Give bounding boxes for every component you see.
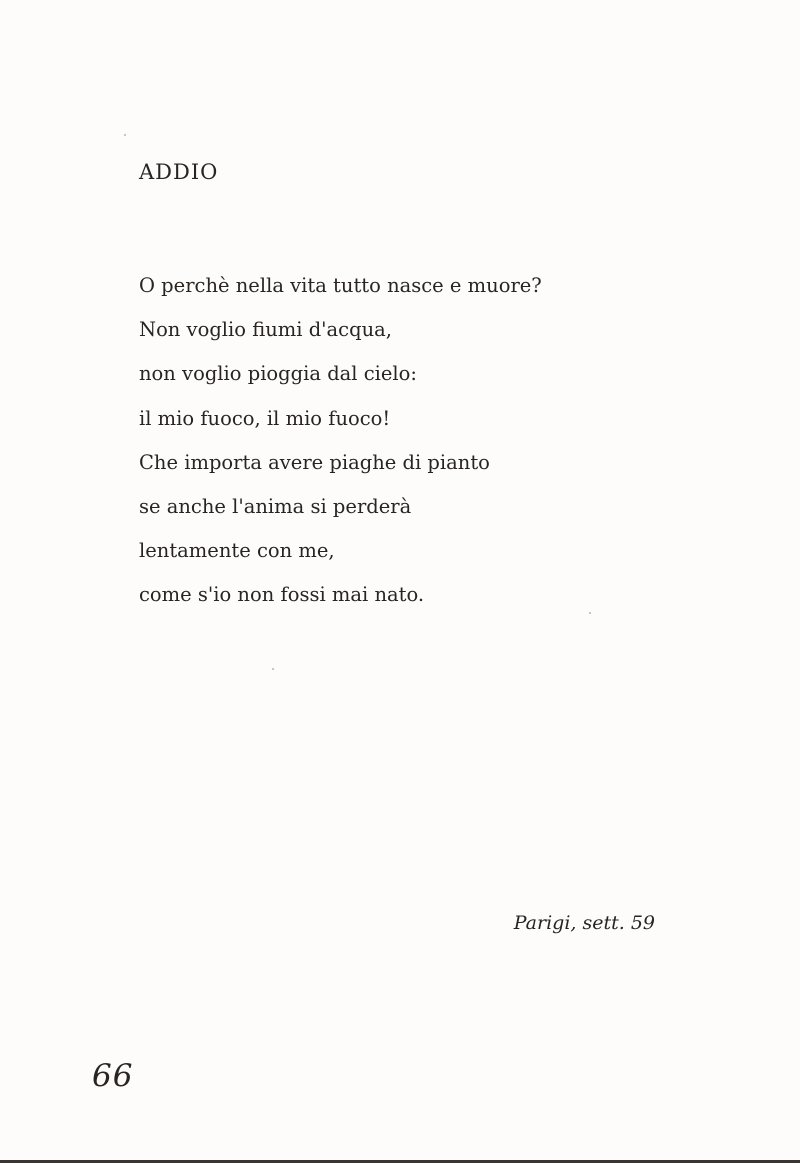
paper-speck <box>272 668 274 670</box>
poem-line: Che importa avere piaghe di pianto <box>139 450 490 474</box>
poem-line: lentamente con me, <box>139 539 335 563</box>
poem-line: se anche l'anima si perderà <box>139 494 412 518</box>
page-number: 66 <box>92 1058 134 1094</box>
poem-body <box>139 264 699 618</box>
poem-title: ADDIO <box>139 160 219 184</box>
paper-speck <box>124 134 126 136</box>
poem-signature: Parigi, sett. 59 <box>513 912 655 934</box>
poem-line: come s'io non fossi mai nato. <box>139 583 425 607</box>
paper-speck <box>589 612 591 614</box>
poem-line: non voglio pioggia dal cielo: <box>139 362 417 386</box>
poem-line: il mio fuoco, il mio fuoco! <box>139 406 391 430</box>
poem-line: O perchè nella vita tutto nasce e muore? <box>139 274 542 297</box>
poem-line: Non voglio fiumi d'acqua, <box>139 318 392 342</box>
